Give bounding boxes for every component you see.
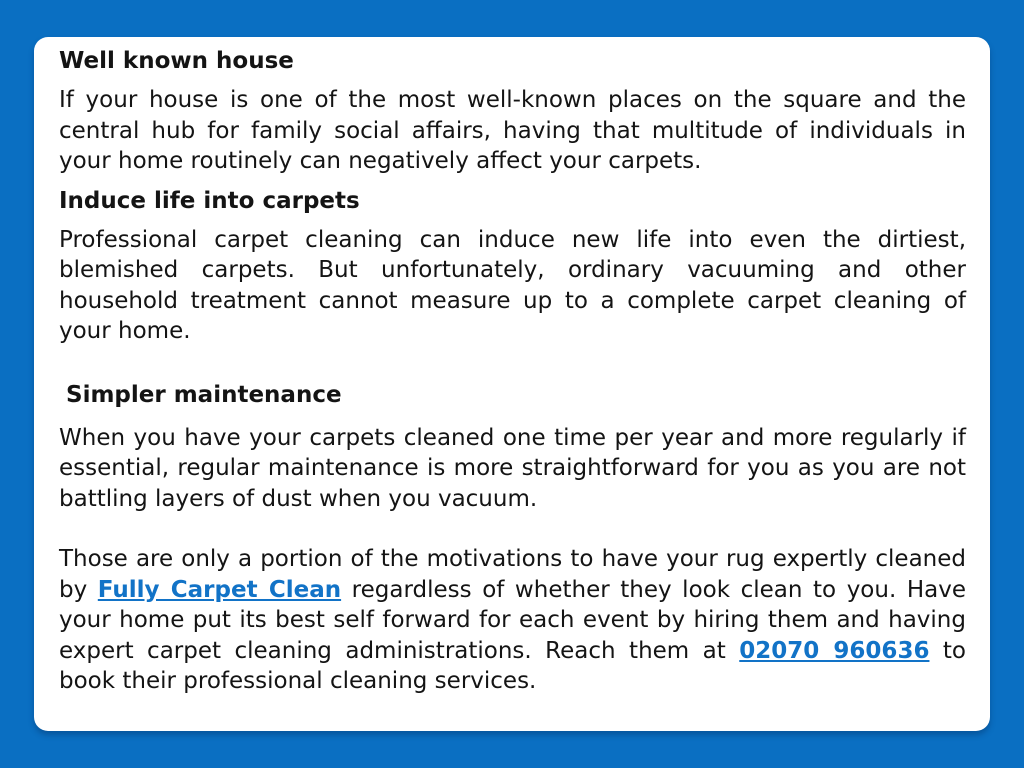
section-heading-induce-life: Induce life into carpets: [59, 187, 360, 214]
section-text-well-known-house: If your house is one of the most well-known places on the square and the central hub for family social affairs, having that multitude of individuals in your home routinely can negatively affect your carpets.: [59, 87, 966, 174]
section-text-simpler-maintenance: When you have your carpets cleaned one time per year and more regularly if essential, regular maintenance is more straightforward for you as you are not battling layers of dust when you vacuum.: [59, 424, 966, 512]
company-link[interactable]: Fully Carpet Clean: [97, 576, 342, 603]
section-heading-simpler-maintenance: Simpler maintenance: [66, 381, 342, 408]
section-text-induce-life: Professional carpet cleaning can induce new life into even the dirtiest, blemished carpets. But unfortunately, ordinary vacuuming and other household treatment cannot measure up to a complete carpet cleaning of your home.: [59, 226, 966, 344]
closing-paragraph: [59, 544, 966, 697]
closing-text-part-3: to book their professional cleaning services.: [59, 637, 967, 694]
closing-text-part-2: regardless of whether they look clean to you. Have your home put its best self forward for each event by hiring them and having expert carpet cleaning administrations. Reach them at: [59, 576, 966, 664]
section-heading-well-known-house: Well known house: [59, 48, 294, 74]
closing-text-part-1: Those are only a portion of the motivations to have your rug expertly cleaned by: [59, 546, 966, 603]
article-body: [59, 47, 966, 697]
content-card: [34, 37, 990, 731]
phone-link[interactable]: 02070 960636: [739, 637, 930, 664]
